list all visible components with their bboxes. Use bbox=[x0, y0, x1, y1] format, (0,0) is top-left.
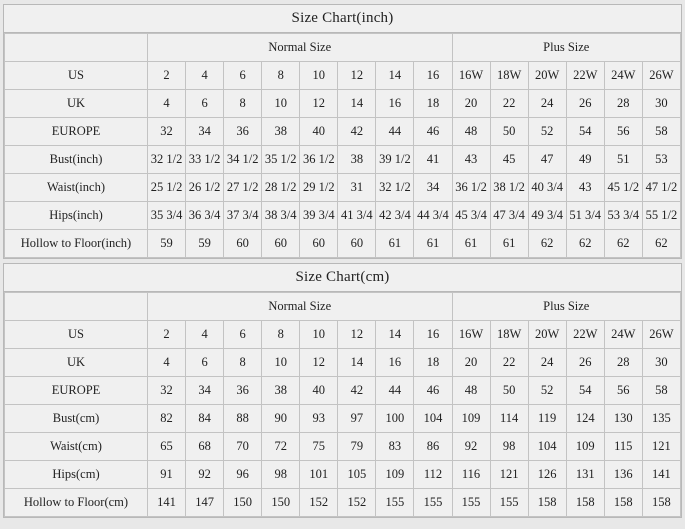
cell: 158 bbox=[604, 489, 642, 517]
row-header: EUROPE bbox=[5, 377, 148, 405]
cell: 38 bbox=[338, 146, 376, 174]
cell: 40 bbox=[300, 377, 338, 405]
cell: 92 bbox=[186, 461, 224, 489]
cell: 16 bbox=[376, 90, 414, 118]
cell: 130 bbox=[604, 405, 642, 433]
cell: 14 bbox=[376, 321, 414, 349]
cell: 98 bbox=[490, 433, 528, 461]
cell: 14 bbox=[338, 349, 376, 377]
cell: 38 bbox=[262, 377, 300, 405]
cell: 152 bbox=[300, 489, 338, 517]
cell: 20 bbox=[452, 349, 490, 377]
cell: 16W bbox=[452, 321, 490, 349]
cell: 24 bbox=[528, 349, 566, 377]
cell: 155 bbox=[376, 489, 414, 517]
cell: 58 bbox=[642, 118, 680, 146]
cell: 60 bbox=[300, 230, 338, 258]
cell: 96 bbox=[224, 461, 262, 489]
cell: 38 3/4 bbox=[262, 202, 300, 230]
cell: 90 bbox=[262, 405, 300, 433]
cell: 38 1/2 bbox=[490, 174, 528, 202]
row-header: UK bbox=[5, 90, 148, 118]
cell: 48 bbox=[452, 377, 490, 405]
cell: 34 bbox=[186, 118, 224, 146]
cell: 18W bbox=[490, 321, 528, 349]
cell: 75 bbox=[300, 433, 338, 461]
cell: 109 bbox=[376, 461, 414, 489]
chart-title-inch: Size Chart(inch) bbox=[4, 5, 681, 33]
cell: 4 bbox=[186, 321, 224, 349]
cell: 46 bbox=[414, 118, 452, 146]
cell: 29 1/2 bbox=[300, 174, 338, 202]
cell: 43 bbox=[566, 174, 604, 202]
cell: 47 1/2 bbox=[642, 174, 680, 202]
size-chart-cm bbox=[3, 263, 682, 518]
row-header: UK bbox=[5, 349, 148, 377]
group-cell-normal: Normal Size bbox=[148, 293, 453, 321]
cell: 40 bbox=[300, 118, 338, 146]
cell: 12 bbox=[338, 321, 376, 349]
cell: 150 bbox=[224, 489, 262, 517]
cell: 36 1/2 bbox=[452, 174, 490, 202]
cell: 58 bbox=[642, 377, 680, 405]
cell: 68 bbox=[186, 433, 224, 461]
cell: 60 bbox=[224, 230, 262, 258]
cell: 70 bbox=[224, 433, 262, 461]
cell: 121 bbox=[642, 433, 680, 461]
cell: 30 bbox=[642, 349, 680, 377]
cell: 10 bbox=[300, 62, 338, 90]
cell: 32 bbox=[148, 377, 186, 405]
cell: 8 bbox=[262, 62, 300, 90]
cell: 4 bbox=[148, 349, 186, 377]
cell: 44 bbox=[376, 377, 414, 405]
cell: 98 bbox=[262, 461, 300, 489]
cell: 141 bbox=[148, 489, 186, 517]
cell: 20W bbox=[528, 321, 566, 349]
chart-title-cm: Size Chart(cm) bbox=[4, 264, 681, 292]
cell: 126 bbox=[528, 461, 566, 489]
table-row bbox=[5, 90, 681, 118]
cell: 50 bbox=[490, 377, 528, 405]
cell: 136 bbox=[604, 461, 642, 489]
cell: 34 1/2 bbox=[224, 146, 262, 174]
cell: 16W bbox=[452, 62, 490, 90]
cell: 14 bbox=[338, 90, 376, 118]
cell: 16 bbox=[414, 321, 452, 349]
cell: 10 bbox=[300, 321, 338, 349]
group-cell-normal: Normal Size bbox=[148, 34, 453, 62]
table-row bbox=[5, 230, 681, 258]
cell: 22W bbox=[566, 321, 604, 349]
cell: 62 bbox=[642, 230, 680, 258]
size-table-cm bbox=[4, 292, 681, 517]
cell: 88 bbox=[224, 405, 262, 433]
row-header: Hips(inch) bbox=[5, 202, 148, 230]
cell: 59 bbox=[186, 230, 224, 258]
row-header: Hollow to Floor(inch) bbox=[5, 230, 148, 258]
cell: 8 bbox=[224, 349, 262, 377]
cell: 18 bbox=[414, 349, 452, 377]
cell: 155 bbox=[452, 489, 490, 517]
table-group-row bbox=[5, 293, 681, 321]
cell: 84 bbox=[186, 405, 224, 433]
cell: 24 bbox=[528, 90, 566, 118]
cell: 50 bbox=[490, 118, 528, 146]
row-header: US bbox=[5, 62, 148, 90]
cell: 28 bbox=[604, 90, 642, 118]
cell: 36 bbox=[224, 377, 262, 405]
cell: 109 bbox=[566, 433, 604, 461]
cell: 152 bbox=[338, 489, 376, 517]
cell: 47 3/4 bbox=[490, 202, 528, 230]
cell: 53 3/4 bbox=[604, 202, 642, 230]
cell: 93 bbox=[300, 405, 338, 433]
cell: 62 bbox=[604, 230, 642, 258]
cell: 49 3/4 bbox=[528, 202, 566, 230]
cell: 34 bbox=[414, 174, 452, 202]
group-cell-empty bbox=[5, 293, 148, 321]
cell: 97 bbox=[338, 405, 376, 433]
cell: 22 bbox=[490, 90, 528, 118]
cell: 61 bbox=[376, 230, 414, 258]
cell: 47 bbox=[528, 146, 566, 174]
cell: 42 bbox=[338, 377, 376, 405]
table-row bbox=[5, 405, 681, 433]
table-row bbox=[5, 146, 681, 174]
cell: 158 bbox=[528, 489, 566, 517]
cell: 55 1/2 bbox=[642, 202, 680, 230]
cell: 20W bbox=[528, 62, 566, 90]
cell: 6 bbox=[224, 62, 262, 90]
group-cell-empty bbox=[5, 34, 148, 62]
table-row bbox=[5, 377, 681, 405]
cell: 46 bbox=[414, 377, 452, 405]
cell: 82 bbox=[148, 405, 186, 433]
cell: 33 1/2 bbox=[186, 146, 224, 174]
cell: 8 bbox=[262, 321, 300, 349]
cell: 6 bbox=[224, 321, 262, 349]
cell: 18 bbox=[414, 90, 452, 118]
cell: 59 bbox=[148, 230, 186, 258]
cell: 60 bbox=[338, 230, 376, 258]
cell: 54 bbox=[566, 118, 604, 146]
cell: 16 bbox=[414, 62, 452, 90]
cell: 32 bbox=[148, 118, 186, 146]
cell: 56 bbox=[604, 377, 642, 405]
size-chart-inch bbox=[3, 4, 682, 259]
cell: 115 bbox=[604, 433, 642, 461]
cell: 101 bbox=[300, 461, 338, 489]
cell: 41 bbox=[414, 146, 452, 174]
cell: 112 bbox=[414, 461, 452, 489]
cell: 24W bbox=[604, 62, 642, 90]
cell: 79 bbox=[338, 433, 376, 461]
cell: 92 bbox=[452, 433, 490, 461]
cell: 18W bbox=[490, 62, 528, 90]
cell: 53 bbox=[642, 146, 680, 174]
cell: 86 bbox=[414, 433, 452, 461]
cell: 26W bbox=[642, 62, 680, 90]
cell: 28 bbox=[604, 349, 642, 377]
cell: 27 1/2 bbox=[224, 174, 262, 202]
cell: 36 1/2 bbox=[300, 146, 338, 174]
cell: 22W bbox=[566, 62, 604, 90]
table-row bbox=[5, 461, 681, 489]
cell: 10 bbox=[262, 90, 300, 118]
cell: 2 bbox=[148, 62, 186, 90]
cell: 2 bbox=[148, 321, 186, 349]
cell: 131 bbox=[566, 461, 604, 489]
cell: 124 bbox=[566, 405, 604, 433]
cell: 51 bbox=[604, 146, 642, 174]
cell: 61 bbox=[452, 230, 490, 258]
cell: 105 bbox=[338, 461, 376, 489]
cell: 10 bbox=[262, 349, 300, 377]
cell: 135 bbox=[642, 405, 680, 433]
cell: 42 bbox=[338, 118, 376, 146]
cell: 61 bbox=[414, 230, 452, 258]
table-row bbox=[5, 321, 681, 349]
cell: 12 bbox=[300, 90, 338, 118]
cell: 104 bbox=[414, 405, 452, 433]
cell: 45 3/4 bbox=[452, 202, 490, 230]
row-header: Hips(cm) bbox=[5, 461, 148, 489]
cell: 12 bbox=[300, 349, 338, 377]
cell: 72 bbox=[262, 433, 300, 461]
cell: 51 3/4 bbox=[566, 202, 604, 230]
cell: 36 3/4 bbox=[186, 202, 224, 230]
cell: 60 bbox=[262, 230, 300, 258]
cell: 25 1/2 bbox=[148, 174, 186, 202]
cell: 14 bbox=[376, 62, 414, 90]
cell: 26 1/2 bbox=[186, 174, 224, 202]
cell: 30 bbox=[642, 90, 680, 118]
cell: 109 bbox=[452, 405, 490, 433]
row-header: Bust(inch) bbox=[5, 146, 148, 174]
cell: 32 1/2 bbox=[376, 174, 414, 202]
table-row bbox=[5, 174, 681, 202]
cell: 150 bbox=[262, 489, 300, 517]
size-table-inch bbox=[4, 33, 681, 258]
cell: 26 bbox=[566, 90, 604, 118]
cell: 35 1/2 bbox=[262, 146, 300, 174]
row-header: Waist(inch) bbox=[5, 174, 148, 202]
cell: 52 bbox=[528, 377, 566, 405]
cell: 4 bbox=[186, 62, 224, 90]
cell: 54 bbox=[566, 377, 604, 405]
cell: 44 bbox=[376, 118, 414, 146]
cell: 28 1/2 bbox=[262, 174, 300, 202]
cell: 49 bbox=[566, 146, 604, 174]
cell: 62 bbox=[566, 230, 604, 258]
cell: 158 bbox=[566, 489, 604, 517]
table-row bbox=[5, 489, 681, 517]
cell: 83 bbox=[376, 433, 414, 461]
group-cell-plus: Plus Size bbox=[452, 34, 681, 62]
row-header: Waist(cm) bbox=[5, 433, 148, 461]
cell: 39 1/2 bbox=[376, 146, 414, 174]
cell: 43 bbox=[452, 146, 490, 174]
cell: 56 bbox=[604, 118, 642, 146]
cell: 24W bbox=[604, 321, 642, 349]
cell: 155 bbox=[490, 489, 528, 517]
cell: 61 bbox=[490, 230, 528, 258]
cell: 12 bbox=[338, 62, 376, 90]
row-header: EUROPE bbox=[5, 118, 148, 146]
cell: 121 bbox=[490, 461, 528, 489]
cell: 42 3/4 bbox=[376, 202, 414, 230]
cell: 8 bbox=[224, 90, 262, 118]
cell: 48 bbox=[452, 118, 490, 146]
cell: 22 bbox=[490, 349, 528, 377]
cell: 147 bbox=[186, 489, 224, 517]
cell: 100 bbox=[376, 405, 414, 433]
cell: 35 3/4 bbox=[148, 202, 186, 230]
cell: 52 bbox=[528, 118, 566, 146]
cell: 6 bbox=[186, 90, 224, 118]
cell: 91 bbox=[148, 461, 186, 489]
cell: 31 bbox=[338, 174, 376, 202]
cell: 119 bbox=[528, 405, 566, 433]
cell: 32 1/2 bbox=[148, 146, 186, 174]
group-cell-plus: Plus Size bbox=[452, 293, 681, 321]
cell: 40 3/4 bbox=[528, 174, 566, 202]
row-header: US bbox=[5, 321, 148, 349]
cell: 36 bbox=[224, 118, 262, 146]
cell: 16 bbox=[376, 349, 414, 377]
cell: 26W bbox=[642, 321, 680, 349]
table-row bbox=[5, 62, 681, 90]
table-row bbox=[5, 118, 681, 146]
cell: 26 bbox=[566, 349, 604, 377]
cell: 141 bbox=[642, 461, 680, 489]
cell: 158 bbox=[642, 489, 680, 517]
table-row bbox=[5, 433, 681, 461]
cell: 39 3/4 bbox=[300, 202, 338, 230]
table-row bbox=[5, 349, 681, 377]
cell: 45 bbox=[490, 146, 528, 174]
row-header: Bust(cm) bbox=[5, 405, 148, 433]
cell: 155 bbox=[414, 489, 452, 517]
cell: 38 bbox=[262, 118, 300, 146]
cell: 41 3/4 bbox=[338, 202, 376, 230]
table-group-row bbox=[5, 34, 681, 62]
cell: 34 bbox=[186, 377, 224, 405]
cell: 37 3/4 bbox=[224, 202, 262, 230]
cell: 4 bbox=[148, 90, 186, 118]
cell: 6 bbox=[186, 349, 224, 377]
cell: 116 bbox=[452, 461, 490, 489]
row-header: Hollow to Floor(cm) bbox=[5, 489, 148, 517]
cell: 44 3/4 bbox=[414, 202, 452, 230]
cell: 45 1/2 bbox=[604, 174, 642, 202]
cell: 65 bbox=[148, 433, 186, 461]
cell: 104 bbox=[528, 433, 566, 461]
table-row bbox=[5, 202, 681, 230]
cell: 62 bbox=[528, 230, 566, 258]
cell: 114 bbox=[490, 405, 528, 433]
cell: 20 bbox=[452, 90, 490, 118]
